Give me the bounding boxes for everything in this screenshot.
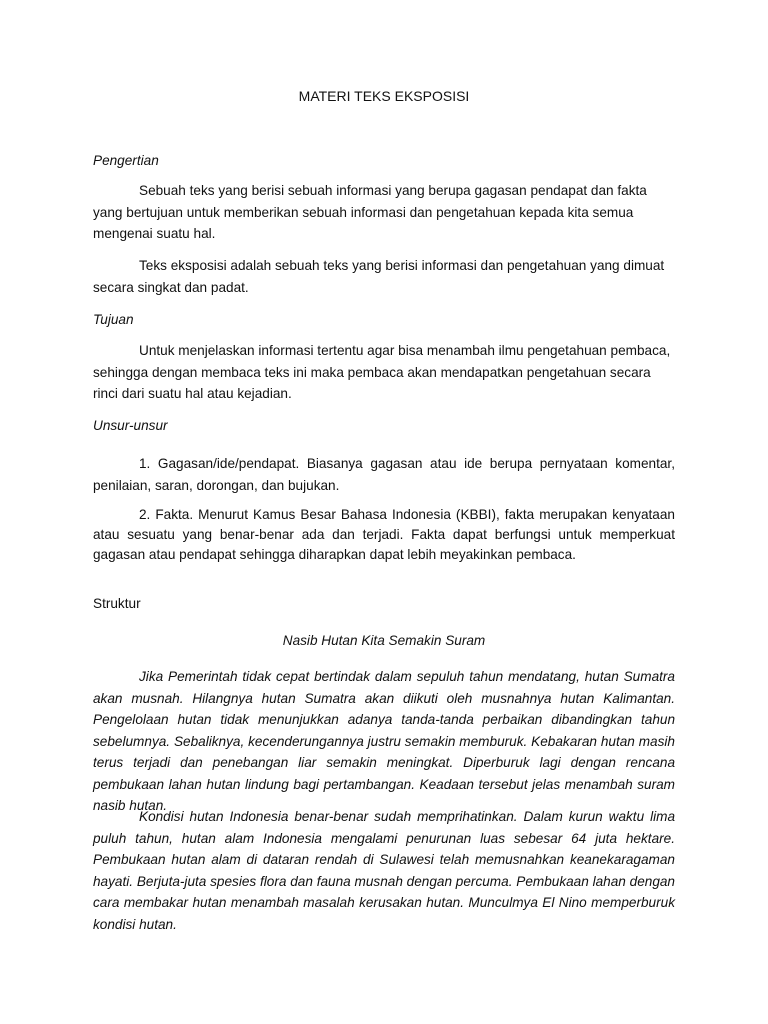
article-paragraph-1: Jika Pemerintah tidak cepat bertindak dalam sepuluh tahun mendatang, hutan Sumatra akan musnah. Hilangnya hutan Sumatra akan diikuti oleh musnahnya hutan Kalimantan. Pengelolaan hutan tidak menunjukkan adanya tanda-tanda perbaikan dibandingkan tahun sebelumnya. Sebaliknya, kecenderungannya justru semakin memburuk. Kebakaran hutan masih terus terjadi dan penebangan liar semakin meningkat. Diperburuk lagi dengan rencana pembukaan lahan hutan lindung bagi pertambangan. Keadaan tersebut jelas menambah suram nasib hutan. [93, 669, 675, 813]
document-title: MATERI TEKS EKSPOSISI [298, 88, 470, 104]
article-title: Nasib Hutan Kita Semakin Suram [282, 633, 486, 648]
heading-tujuan: Tujuan [93, 312, 134, 327]
pengertian-paragraph-1: Sebuah teks yang berisi sebuah informasi yang berupa gagasan pendapat dan fakta yang bertujuan untuk memberikan sebuah informasi dan pengetahuan kepada kita semua mengenai suatu hal. [93, 183, 647, 241]
heading-struktur: Struktur [93, 596, 141, 611]
tujuan-paragraph: Untuk menjelaskan informasi tertentu agar bisa menambah ilmu pengetahuan pembaca, sehingga dengan membaca teks ini maka pembaca akan mendapatkan pengetahuan secara rinci dari suatu hal atau kejadian. [93, 343, 671, 401]
heading-unsur-unsur: Unsur-unsur [93, 418, 168, 433]
heading-pengertian: Pengertian [93, 153, 159, 168]
unsur-item-2: 2. Fakta. Menurut Kamus Besar Bahasa Indonesia (KBBI), fakta merupakan kenyataan atau sesuatu yang benar-benar ada dan terjadi. Fakta dapat berfungsi untuk memperkuat gagasan atau pendapat sehingga diharapkan dapat lebih meyakinkan pembaca. [93, 507, 675, 562]
pengertian-paragraph-2: Teks eksposisi adalah sebuah teks yang berisi informasi dan pengetahuan yang dimuat secara singkat dan padat. [93, 258, 665, 295]
article-paragraph-2: Kondisi hutan Indonesia benar-benar sudah memprihatinkan. Dalam kurun waktu lima puluh tahun, hutan alam Indonesia mengalami penurunan luas sebesar 64 juta hektare. Pembukaan hutan alam di dataran rendah di Sulawesi telah memusnahkan keanekaragaman hayati. Berjuta-juta spesies flora dan fauna musnah dengan percuma. Pembukaan lahan dengan cara membakar hutan menambah masalah kerusakan hutan. Munculmya El Nino memperburuk kondisi hutan. [93, 809, 675, 932]
unsur-item-1: 1. Gagasan/ide/pendapat. Biasanya gagasan atau ide berupa pernyataan komentar, penilaian, saran, dorongan, dan bujukan. [93, 456, 675, 493]
